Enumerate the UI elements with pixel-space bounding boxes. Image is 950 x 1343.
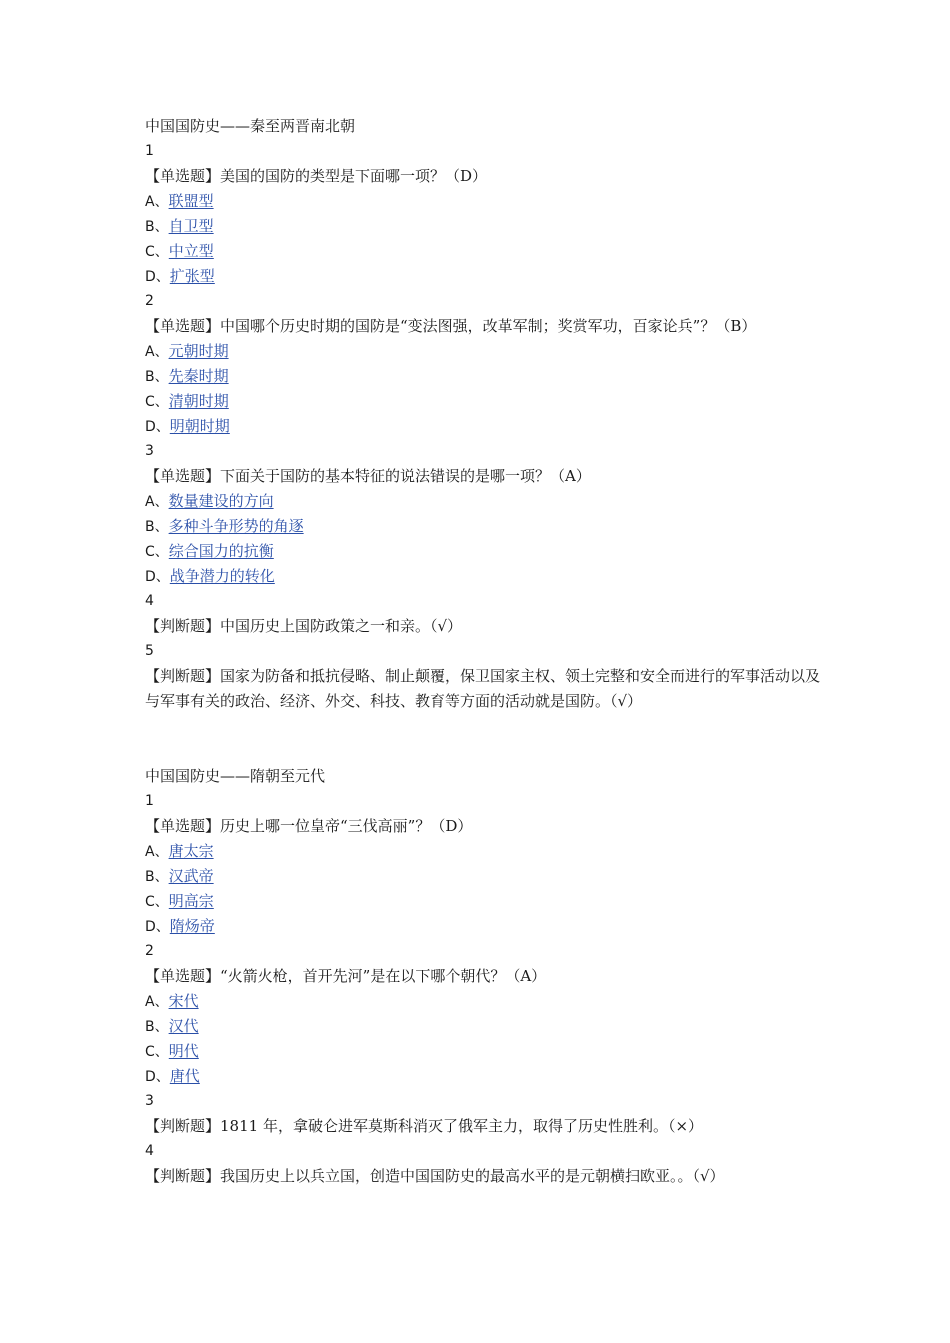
- option-c: [145, 1039, 825, 1064]
- question-text: 【单选题】历史上哪一位皇帝“三伐高丽”？（D）: [145, 817, 473, 835]
- section-2: [145, 764, 825, 1189]
- option-letter: A、: [145, 994, 169, 1010]
- option-letter: C、: [145, 394, 169, 410]
- option-letter: B、: [145, 519, 169, 535]
- question-3: [145, 439, 825, 589]
- question-text: 【判断题】1811 年，拿破仑进军莫斯科消灭了俄军主力，取得了历史性胜利。（×）: [145, 1117, 704, 1135]
- option-a: [145, 989, 825, 1014]
- document-page: [145, 114, 825, 1189]
- question-text: 【单选题】“火箭火枪，首开先河”是在以下哪个朝代？（A）: [145, 967, 547, 985]
- question-number: 2: [145, 293, 154, 309]
- option-letter: A、: [145, 194, 169, 210]
- option-a: [145, 189, 825, 214]
- option-letter: D、: [145, 1069, 170, 1085]
- question-4: [145, 1139, 825, 1189]
- option-a: [145, 489, 825, 514]
- option-letter: D、: [145, 419, 170, 435]
- question-number: 3: [145, 1093, 154, 1109]
- option-link[interactable]: 联盟型: [168, 192, 214, 210]
- option-letter: A、: [145, 844, 169, 860]
- option-d: [145, 914, 825, 939]
- option-link[interactable]: 综合国力的抗衡: [168, 542, 274, 560]
- option-link[interactable]: 唐代: [169, 1067, 200, 1085]
- option-b: [145, 214, 825, 239]
- question-number: 4: [145, 1143, 154, 1159]
- section-title: 中国国防史——秦至两晋南北朝: [145, 117, 356, 135]
- question-number: 4: [145, 593, 154, 609]
- option-c: [145, 889, 825, 914]
- question-text: 【单选题】下面关于国防的基本特征的说法错误的是哪一项？（A）: [145, 467, 591, 485]
- option-letter: D、: [145, 269, 170, 285]
- question-number: 5: [145, 643, 154, 659]
- option-link[interactable]: 自卫型: [168, 217, 214, 235]
- question-number: 2: [145, 943, 154, 959]
- question-1: [145, 789, 825, 939]
- option-letter: B、: [145, 369, 169, 385]
- question-number: 1: [145, 793, 154, 809]
- option-link[interactable]: 汉代: [168, 1017, 199, 1035]
- option-link[interactable]: 宋代: [168, 992, 199, 1010]
- option-letter: B、: [145, 1019, 169, 1035]
- question-number: 1: [145, 143, 154, 159]
- option-letter: C、: [145, 244, 169, 260]
- option-letter: A、: [145, 494, 169, 510]
- option-link[interactable]: 多种斗争形势的角逐: [168, 517, 304, 535]
- option-c: [145, 389, 825, 414]
- option-letter: D、: [145, 569, 170, 585]
- section-title: 中国国防史——隋朝至元代: [145, 767, 326, 785]
- option-link[interactable]: 隋炀帝: [169, 917, 215, 935]
- option-a: [145, 839, 825, 864]
- section-gap: [145, 714, 825, 764]
- option-link[interactable]: 先秦时期: [168, 367, 229, 385]
- option-letter: C、: [145, 1044, 169, 1060]
- option-b: [145, 514, 825, 539]
- option-link[interactable]: 中立型: [168, 242, 214, 260]
- option-a: [145, 339, 825, 364]
- option-link[interactable]: 战争潜力的转化: [169, 567, 275, 585]
- question-text: 【单选题】美国的国防的类型是下面哪一项？（D）: [145, 167, 488, 185]
- option-link[interactable]: 数量建设的方向: [168, 492, 274, 510]
- option-d: [145, 1064, 825, 1089]
- option-c: [145, 239, 825, 264]
- option-link[interactable]: 明代: [168, 1042, 199, 1060]
- option-b: [145, 364, 825, 389]
- section-1: [145, 114, 825, 714]
- option-d: [145, 264, 825, 289]
- option-link[interactable]: 扩张型: [169, 267, 215, 285]
- option-letter: C、: [145, 544, 169, 560]
- question-1: [145, 139, 825, 289]
- option-b: [145, 864, 825, 889]
- option-letter: C、: [145, 894, 169, 910]
- question-3: [145, 1089, 825, 1139]
- question-text: 【判断题】中国历史上国防政策之一和亲。（√）: [145, 617, 463, 635]
- question-4: [145, 589, 825, 639]
- option-letter: D、: [145, 919, 170, 935]
- option-d: [145, 564, 825, 589]
- option-link[interactable]: 汉武帝: [168, 867, 214, 885]
- question-5: [145, 639, 825, 714]
- option-link[interactable]: 清朝时期: [168, 392, 229, 410]
- option-letter: B、: [145, 219, 169, 235]
- option-c: [145, 539, 825, 564]
- question-text: 【判断题】国家为防备和抵抗侵略、制止颠覆，保卫国家主权、领土完整和安全而进行的军事活动以及与军事有关的政治、经济、外交、科技、教育等方面的活动就是国防。（√）: [145, 667, 821, 710]
- option-letter: A、: [145, 344, 169, 360]
- question-2: [145, 289, 825, 439]
- question-2: [145, 939, 825, 1089]
- option-link[interactable]: 元朝时期: [168, 342, 229, 360]
- option-link[interactable]: 明高宗: [168, 892, 214, 910]
- option-d: [145, 414, 825, 439]
- question-text: 【判断题】我国历史上以兵立国，创造中国国防史的最高水平的是元朝横扫欧亚。。（√）: [145, 1167, 725, 1185]
- question-number: 3: [145, 443, 154, 459]
- option-letter: B、: [145, 869, 169, 885]
- question-text: 【单选题】中国哪个历史时期的国防是“变法图强，改革军制；奖赏军功，百家论兵”？（B）: [145, 317, 757, 335]
- option-link[interactable]: 明朝时期: [169, 417, 230, 435]
- option-b: [145, 1014, 825, 1039]
- option-link[interactable]: 唐太宗: [168, 842, 214, 860]
